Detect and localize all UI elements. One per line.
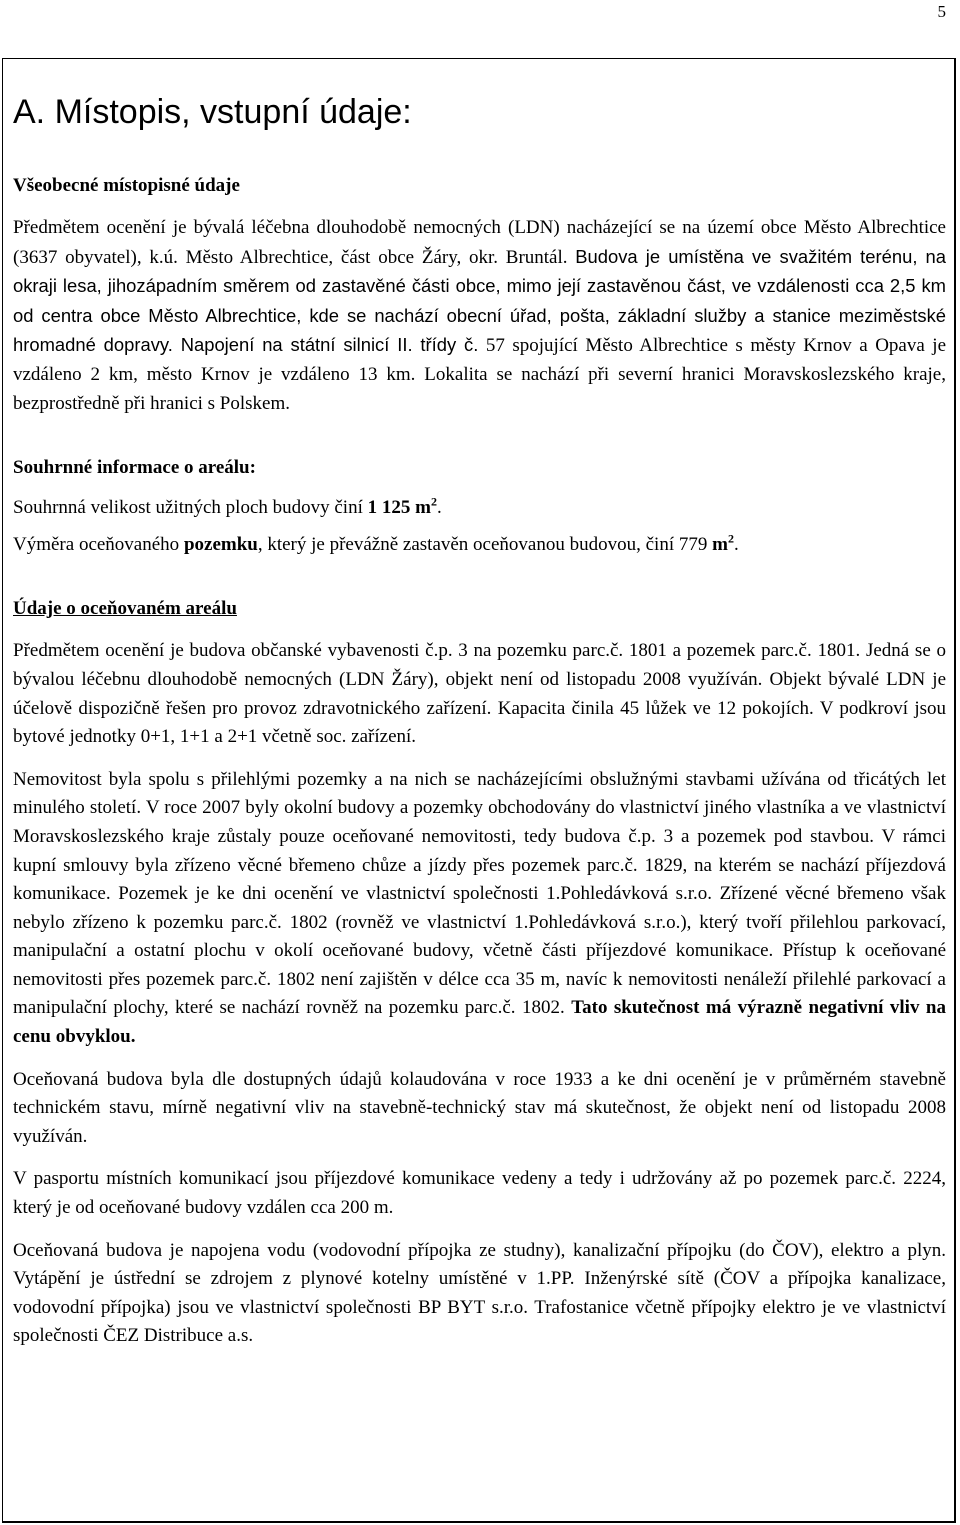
summary-land-text-2: , který je převážně zastavěn oceňovanou budovou, činí 779 xyxy=(257,533,708,555)
summary-heading: Souhrnné informace o areálu: xyxy=(13,457,256,479)
details-paragraph-4: V pasportu místních komunikací jsou příjezdové komunikace vedeny a tedy i udržovány až po pozemek parc.č. 2224, který je od oceňované budovy vzdálen cca 200 m. xyxy=(13,1168,946,1219)
details-paragraph-2-bold: Tato skutečnost má výrazně negativní vliv na cenu obvyklou. xyxy=(13,997,946,1048)
general-text-3: 57 spojující Město Albrechtice s městy Krnov a Opava je vzdáleno 2 km, město Krnov je vzdáleno 13 km. Lokalita se nachází při severní hranici Moravskoslezského kraje, bezprostředně při hranici s Polskem. xyxy=(13,335,947,414)
summary-land-value: m xyxy=(712,533,728,555)
details-paragraph-5: Oceňovaná budova je napojena vodu (vodovodní přípojka ze studny), kanalizační přípojku (do ČOV), elektro a plyn. Vytápění je ústřední se zdrojem z plynové kotelny umístěné v 1.PP. Inženýrské sítě (ČOV a přípojka kanalizace, vodovodní přípojka) jsou ve vlastnictví společnosti BP BYT s.r.o. Trafostanice včetně přípojky elektro je ve vlastnictví společnosti ČEZ Distribuce a.s. xyxy=(13,1239,946,1347)
section-title: A. Místopis, vstupní údaje: xyxy=(13,93,412,131)
general-paragraph xyxy=(13,214,946,418)
summary-land-end: . xyxy=(733,533,739,555)
general-text-2: Budova je umístěna ve svažitém terénu, na okraji lesa, jihozápadním směrem od zastavěné části obce, mimo její zastavěnou část, ve vzdálenosti cca 2,5 km od centra obce Město Albrechtice, kde se nachází obecní úřad, pošta, základní služby a stanice meziměstské hromadné dopravy. Napojení na státní silnicí II. třídy č. xyxy=(13,245,946,356)
details-paragraph-2-text: Nemovitost byla spolu s přilehlými pozemky a na nich se nacházejícími obslužnými stavbami užívána od třicátých let minulého století. V roce 2007 byly okolní budovy a pozemky obchodovány do vlastnictví jiného vlastníka a ve vlastnictví Moravskoslezského kraje zůstaly pouze oceňované nemovitosti, tedy budova č.p. 3 a pozemek pod stavbou. V rámci kupní smlouvy byla zřízeno věcné břemeno chůze a jízdy přes pozemek parc.č. 1829, na kterém se nachází příjezdová komunikace. Pozemek je ke dni ocenění ve vlastnictví společnosti 1.Pohledávková s.r.o. Zřízené věcné břemeno však nebylo zřízeno k pozemku parc.č. 1802 (rovněž ve vlastnictví 1.Pohledávková s.r.o.), který tvoří přilehlou parkovací, manipulační a ostatní plochu v okolí oceňované budovy, včetně části příjezdové komunikace. Přístup k oceňované nemovitosti přes pozemek parc.č. 1802 není zajištěn v délce cca 35 m, navíc k nemovitosti nenáleží přilehlé parkovací a manipulační plochy, které se nachází rovněž na pozemku parc.č. 1802. xyxy=(13,768,946,1019)
summary-area-text: Souhrnná velikost užitných ploch budovy činí xyxy=(13,497,363,519)
page-number: 5 xyxy=(937,2,946,21)
summary-area xyxy=(13,494,946,523)
details-paragraph-3: Oceňovaná budova byla dle dostupných údajů kolaudována v roce 1933 a ke dni ocenění je v průměrném stavebně technickém stavu, mírně negativní vliv na stavebně-technický stav má skutečnost, že objekt není od listopadu 2008 využíván. xyxy=(13,1068,946,1147)
summary-land xyxy=(13,531,946,560)
summary-land-sup: 2 xyxy=(727,531,734,546)
details-paragraph-1: Předmětem ocenění je budova občanské vybavenosti č.p. 3 na pozemku parc.č. 1801 a pozemek parc.č. 1801. Jedná se o bývalou léčebnu dlouhodobě nemocných (LDN Žáry), objekt není od listopadu 2008 využíván. Objekt bývalé LDN je účelově dispozičně řešen pro provoz zdravotnického zařízení. Kapacita činila 45 lůžek ve 12 pokojích. V podkroví jsou bytové jednotky 0+1, 1+1 a 2+1 včetně soc. zařízení. xyxy=(13,640,946,748)
general-heading: Všeobecné místopisné údaje xyxy=(13,175,240,196)
summary-area-sup: 2 xyxy=(430,494,437,509)
details-paragraph-2 xyxy=(13,766,946,1052)
summary-area-value: 1 125 m xyxy=(367,497,431,519)
general-text-1: Předmětem ocenění je bývalá léčebna dlouhodobě nemocných (LDN) nacházející se na území obce Město Albrechtice (3637 obyvatel), k.ú. Město Albrechtice, část obce Žáry, okr. Bruntál. xyxy=(13,217,946,268)
details-heading: Údaje o oceňovaném areálu xyxy=(13,598,237,620)
summary-land-bold: pozemku xyxy=(183,533,258,555)
summary-area-end: . xyxy=(436,497,442,519)
summary-land-text-1: Výměra oceňovaného xyxy=(13,533,180,555)
document-content xyxy=(13,88,946,1351)
